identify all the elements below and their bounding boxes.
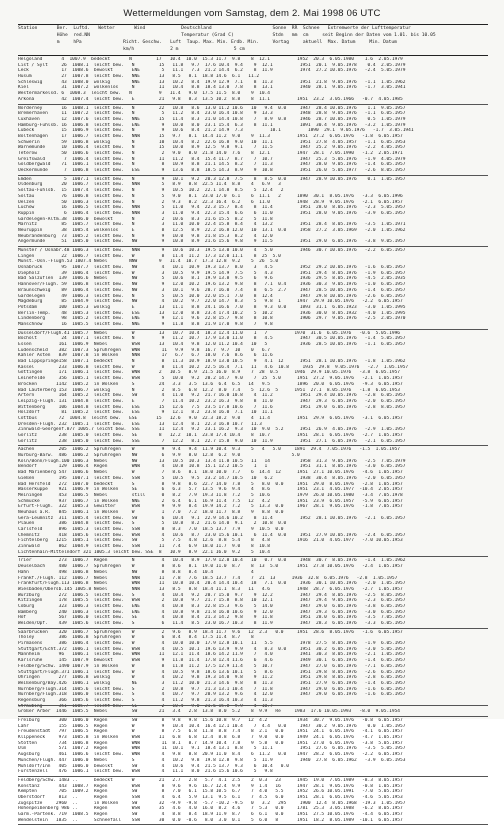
station-row: Osnabrück 95 1007.7 leicht bew. NW 4 10.1 10.9 19.3 13.7 8.0 3 4.5 1952 29.2 10.05.1976 -1.6 6.05.1957 xyxy=(18,265,406,271)
station-row: Kahler Asten 839 1007.8 in Wolken NNW 17 6.7 6.7 10.0 7.6 8.6 6 11.6 xyxy=(18,353,273,359)
station-row: Nürnberg/Flugh.318 1006.0 leicht bew. S 4 10.7 9.7 20.9 13.2 9.6 4 12.0 1947 29.0 6.05.1976 -1.6 6.05.1957 xyxy=(18,692,406,698)
station-row: Mannheim 96 1006.1 leicht bew. WNW 11 12.1 11.4 18.6 14.2 11.9 7 4.0 1941 30.3 8.05.1976 -2.1 1.05.1957 xyxy=(18,652,406,658)
station-row: Chemnitz 418 1005.6 leicht bew. WSW 4 10.6 8.7 23.0 15.6 10.1 6 11.4 0.0 1951 27.9 10.05.1976 -2.4 6.05.1957 xyxy=(18,532,406,538)
station-row: Öhringen 277 1006.8 wolkig W 4 10.2 9.8 19.3 14.0 9.8 9 11.2 1951 29.8 8.05.1976 -2.8 6.05.1957 xyxy=(18,675,406,681)
station-row: Düsseldorf/Flugh.41 1005.7 Nebel W 13 10.7 10.4 18.3 12.4 11.0 1 7 1970 31.6 6.05.1976 -0.6 5.05.1996 xyxy=(18,330,401,336)
station-row: Westermarkelsd. 6 1008.3 leicht bew. N 9 11.4 9.0 17.5 11.5 8.0 9 10.4 xyxy=(18,91,270,97)
station-row: Nürburg-Barw. 486 1006.2 Sprühregen NW 6 9.9 8.0 12.8 6.2 9.0 5.0 xyxy=(18,453,300,459)
station-row: Plauen 386 1004.8 leicht bew. S 5 10.8 8.2 21.6 14.0 9.1 2 10.8 0.0 xyxy=(18,521,287,527)
station-row: Feldberg/Schw. 1483 .. bedeckt W 21 2.7 2.8 5.7 4.1 2.5 2 0.3 23 1945 19.0 7.05.1989 -8.3 8.05.1957 xyxy=(18,777,403,783)
station-row: Garm.-Partenk. 719 1008.5 Regen SW 4 8.8 8.4 18.9 11.9 8.7 6 6.1 0.0 1951 27.5 10.05.1976 -4.4 6.05.1957 xyxy=(18,812,403,817)
station-row: Regensburg 366 1005.6 leicht bew. S 4 11.2 9.8 21.3 16.4 10.3 4 11.3 xyxy=(18,697,273,703)
station-group xyxy=(18,629,488,717)
station-row: Görlitz 238 1005.0 leicht bew. SSE 7 12.2 8.1 22.7 15.8 9.0 10 11.9 1951 27.1 6.05.1976 -2.1 6.05.1957 xyxy=(18,438,406,444)
station-row: Oldenburg 20 1006.7 leicht bew. NNW 5 8.9 8.8 22.5 11.4 8.8 4 6.9 3 xyxy=(18,182,281,188)
station-row: Hohenpeißenberg 986 .. Regen WSW 35 4.6 4.0 16.0 8.2 4.6 7 5.3 0.0 1781 25.3 3.05.1988 -6.2 8.05.1957 xyxy=(18,806,403,812)
station-row: Trier 273 1006.7 Regen N 4 10.4 8.9 17.9 12.8 10.4 10 0.7 0.0 1948 30.7 8.05.1976 -1.4 1.05.1962 xyxy=(18,558,406,564)
station-group xyxy=(18,446,488,557)
station-row: Hamburg-Fuhlsb. 16 1006.8 leicht bew. ENE 9 10.0 8.0 23.1 15.4 6.3 8 11.1 1891 30.4 9.05.1976 -3.2 1.05.1979 xyxy=(18,122,406,128)
station-row: Boltenhagen 17 1006.7 leicht bew. NNW 15 9.7 8.1 14.4 11.2 9.0 9 11.3 1951 27.2 6.05.1976 -1.8 6.05.1957 xyxy=(18,133,403,139)
station-row: Lahr 155 1006.5 Regen W 9 10.4 10.4 16.4 12.1 10.4 7 4.4 0.0 1947 30.2 9.05.1976 0.0 1.05.1957 xyxy=(18,723,406,729)
station-row: Kempten 705 1009.2 Regen SW 8 7.0 6.1 15.8 10.5 6.7 7 4.0 5.5 1952 26.6 10.05.1991 -7.0 5.05.1957 xyxy=(18,789,403,795)
station-row: Zinnwald-Georgenf.877 1005.7 leicht bew. SSE 11 12.4 9.2 23.1 16.2 9.3 10 9.0 5.2 1951 26.9 4.05.1976 -2.9 1.05.1957 xyxy=(18,427,406,433)
station-row: Lingen 22 1006.7 leicht bew. W 8 11.4 11.2 17.3 12.0 11.1 8 25 5.0 xyxy=(18,253,281,259)
station-group xyxy=(18,56,488,105)
station-row: München/Flugh. 447 1006.0 Nebel S 4 10.2 9.8 19.8 12.8 9.8 5 11.9 1940 27.8 6.05.1962 -3.9 6.05.1953 xyxy=(18,757,406,763)
station-row: Neuhaus a.R. 845 1006.1 in Wolken W 1 7.0 7.2 18.0 11.7 8.8 9 8.8 0.0 xyxy=(18,509,284,515)
station-row: Neubrandenburg 73 1005.2 leicht bew. N 9 10.0 9.8 21.8 15.3 8.2 4 12.0 xyxy=(18,233,273,239)
station-row: Hahn 498 1006.8 Nebel NW 8 8.8 8.4 10.4 4 xyxy=(18,569,254,575)
station-row: Leck 17 1008.6 bewölkt ENE 5 11.1 7.3 21.2 14.4 6.2 8 11.9 1974 27.2 10.05.1976 -2.4 5.05.1979 xyxy=(18,68,406,74)
station-row: Frankfurt/Flugh.113 1006.8 Nebel WNW 11 10.8 10.4 20.4 14.4 10.4 18 7.1 0.0 1936 30.1 10.05.1976 -2.0 1.05.1957 xyxy=(18,581,406,587)
station-row: Lüdenscheid 382 1007.3 Sprühregen WNW 11 9.9 9.8 16.7 9.7 10 0 6.7 xyxy=(18,347,270,353)
station-row: Mühldorf/Inn 405 1006.0 bewölkt SW 4 10.6 9.4 21.5 13.7 9.3 6 10.4 0.0 xyxy=(18,763,289,769)
station-row: Schwerin 59 1006.8 wolkig N 10 10.4 8.2 22.6 16.8 9.0 10 11.1 1951 27.8 4.05.1957 -1.1 6.05.1953 xyxy=(18,139,406,145)
station-row: Lübeck 15 1006.9 leicht bew. N 9 10.6 8.4 21.2 14.9 7.3 10.1 1890 29.1 9.05.1976 -1.7 3.05.1941 xyxy=(18,128,414,134)
station-row: Augsburg 461 1006.6 leicht bew. WNW 4 9.8 8.8 20.9 11.0 8.4 6 11.2 0.0 1947 28.2 6.05.1976 -2.2 6.05.1957 xyxy=(18,752,403,758)
station-row: Soltau-Fuhlsb. 15 1007.4 leicht bew. N 9 10.5 10.2 22.1 14.8 8.5 5 12.4 2 xyxy=(18,188,284,194)
station-row: Münst.-Osn.-Flugh.53 1007.4 Nebel NNW 9 11.4 10.7 17.3 12.8 9.2 5 26 5.0 xyxy=(18,259,279,265)
station-row: Zugspitze 2960 .. in Wolken SW 32 -9.9 -9.8 -5.7 -10.2 -9.5 0 3.2 295 1900 12.4 8.05.1968 -19.3 1.05.1957 xyxy=(18,800,406,806)
station-row: Kiel 31 1007.2 wolkenlos N 11 10.4 8.8 18.4 13.0 7.8 8 13.1 1940 28.1 9.05.1976 -1.7 3.05.1941 xyxy=(18,85,406,91)
station-row: Pirmasens 386 1006.4 leicht bew. W 4 10.0 10.0 17.9 12.8 10.1 11 5.5 1978 27.5 8.05.1976 -1.9 6.05.1957 xyxy=(18,641,406,647)
station-row: Gießen 195 1007.1 leicht bew. SSW 5 10.5 9.5 23.2 14.7 10.5 10 6.2 1938 30.4 8.05.1976 -2.0 6.05.1957 xyxy=(18,475,406,481)
station-row: Uelzen 50 1006.3 leicht bew. N 2 9.3 8.2 22.3 16.4 6.2 6 11.0 1948 28.9 9.05.1976 -2.1 6.05.1957 xyxy=(18,199,403,205)
station-row: Dresden-Flugh. 232 1005.1 leicht bew. ESE 13 12.4 8.1 22.3 16.8 10.7 11.3 xyxy=(18,421,262,427)
station-row: Oberstdorf 813 .. Regen SSW 4 6.4 5.9 13.1 9.5 6.1 7 4.5 6.0 1951 28.1 6.05.1976 -4.6 5.05.1953 xyxy=(18,794,403,800)
station-row: Hannover/Flugh. 59 1006.8 leicht bew. NW 9 12.0 10.2 19.6 13.2 9.8 8 7.1 0.4 1936 30.3 9.05.1976 -1.0 6.05.1957 xyxy=(18,282,406,288)
station-row: Norderney 16 1008.1 leicht bew. N 22 10.8 8.6 13.0 11.2 10.6 10 9.4 0.0 1947 28.4 10.05.1976 1.1 9.05.1957 xyxy=(18,105,406,111)
station-row: Bendorf 129 1006.4 Regen WNW 4 10.8 10.8 15.1 12.2 10.5 1 1 1951 31.1 8.05.1976 -3.0 6.05.1957 xyxy=(18,464,406,470)
header-line-2: Höhe red.NN Temperatur (Grad C) Stdn mm cm seit Beginn der Daten vom 1.01. bis 10.05 xyxy=(18,33,436,38)
station-row: Freudenstadt 797 1006.5 Regen W 8 7.5 6.8 11.8 8.8 7.4 8 2.1 0.0 1951 24.1 6.05.1976 -4.1 6.05.1957 xyxy=(18,729,403,735)
station-row: Neuruppin 38 1005.4 wolkenlos E 8 12.5 8.9 22.2 16.8 12.0 10 13.1 0.0 1958 27.2 3.05.1969 -2.0 1.05.1962 xyxy=(18,227,406,233)
station-row: Wasserkuppe 921 1006.9 in Wolken SE 6 6.3 5.7 13.5 9.6 9.4 4 8.6 1951 23.1 4.05.1977 -10.4 2.05.1957 xyxy=(18,487,403,493)
station-row: Ueckermünde 7 1006.8 leicht bew. ESE 9 13.6 8.8 18.5 14.3 8.9 9 10.8 1951 26.0 5.05.1977 -2.6 8.05.1957 xyxy=(18,168,406,174)
station-row: Coburg 323 1006.3 leicht bew. ENE 4 10.8 8.3 22.8 15.3 9.6 5 14.0 1947 29.0 6.05.1976 -3.8 6.05.1957 xyxy=(18,603,406,609)
station-row: Klippeneck 973 1005.8 in Wolken WSW 11 6.8 6.8 12.4 8.8 6.8 7 9.0 0.0 1949 24.1 6.05.1976 -4.7 1.05.1957 xyxy=(18,735,403,741)
station-row: Lichtenhain-Mittelndorf 321 1005.3 leicht bew. SSE 8 10.9 8.9 22.1 16.0 9.2 5 10.4 xyxy=(18,549,270,555)
station-row: Ulm 571 1007.2 Regen WNW 11 10.1 9.1 18.4 13.1 8.8 5 11.1 1951 27.6 6.05.1976 -3.5 5.05.1957 xyxy=(18,746,406,752)
station-row: Hof 567 1006.0 leicht bew. SE 4 10.8 8.4 21.3 14.2 9.8 9 11.8 1951 28.0 6.05.1976 -3.5 7.05.1957 xyxy=(18,615,406,621)
table-bottom-rule xyxy=(18,705,488,706)
station-row: Zinnwald 862 1004.9 leicht bew. SSW 11 7.4 6.9 18.0 11.7 9.0 8 10.8 xyxy=(18,544,270,550)
station-row: Bad Hersfeld 272 1007.0 bedeckt S 8 9.8 8.6 22.7 14.0 7.8 5 8.0 0.0 1951 29.0 8.05.1976 -2.8 1.05.1957 xyxy=(18,481,403,487)
station-row: Erfurt-Flugh. 322 1005.3 Gewitter WSW 9 9.9 8.4 19.9 14.2 7.2 5 13.3 0.0 1967 28.1 9.05.1976 -1.8 7.05.1957 xyxy=(18,504,403,510)
station-row: Fichtelberg 1215 1005.1 leicht bew. SW 5 7.5 4.8 12.6 8.8 5.4 8 4.8 1916 21.0 4.05.1977 -7.0 10.05.1953 xyxy=(18,538,403,544)
station-row: Kassel 233 1006.8 leicht bew. W 8 11.4 10.2 22.5 16.4 7.1 11 4.6 10.8 1935 29.8 9.05.1976 -2.7 1.05.1957 xyxy=(18,364,409,370)
station-row: Konstanz 443 1008.7 Regen WSW 8 9.6 9.6 16.7 12.4 9.9 9 1.4 16 1947 28.1 9.05.1976 -0.8 1.05.1957 xyxy=(18,783,403,789)
station-row: Helgoland 4 1007.9 bedeckt N 17 10.4 10.0 15.3 11.7 9.8 8 12.1 1952 20.3 6.05.1980 1.6 2.05.1979 xyxy=(18,57,403,62)
station-group xyxy=(18,105,488,176)
station-row: Aachen 205 1006.2 Sprühregen W 9 9.4 9.4 11.9 10.4 9.3 5 4 5.0 1891 29.4 7.05.1976 -1.5 1.05.1957 xyxy=(18,447,401,453)
station-row: Großer Arber 1446 1005.5 Nebel SW 21 3.4 2.8 13.8 8.0 5.2 8 9.9 Re 1983 17.6 10.05.1993 -8.0 9.05.1954 xyxy=(18,709,401,715)
station-group xyxy=(18,717,488,777)
station-row: Emden 5 1007.1 leicht bew. N 9 10.1 9.2 20.3 12.8 7.5 8 8.5 0.0 1947 28.9 10.05.1976 0.1 1.05.1957 xyxy=(18,176,406,182)
station-row: Artern 164 1005.2 leicht bew. SW 4 11.0 9.2 21.7 16.0 10.8 4 11.2 1951 29.4 10.05.1976 -2.8 6.05.1957 xyxy=(18,393,406,399)
station-row: Gera-Leumnitz 311 1005.4 leicht bew. SW 6 10.4 9.1 22.9 14.6 10.2 8 11.4 1952 28.1 10.05.1976 -2.1 6.05.1957 xyxy=(18,515,406,521)
station-row: Tholey 386 1006.8 Sprühregen W 6 8.4 8.4 17.5 11.4 8.7 8 xyxy=(18,635,254,641)
station-row: Frankf./Flugh. 112 1006.7 Nebel NNW 11 7.8 7.6 18.5 13.7 7.4 7 21 13 1936 32.8 6.05.1976 -2.8 1.05.1957 xyxy=(18,575,398,581)
station-row: Cuxhaven 12 1007.6 leicht bew. NNE 15 11.4 8.3 21.0 14.4 10.8 7 8.9 0.8 1946 28.7 10.05.1976 0.5 1.05.1979 xyxy=(18,116,406,122)
station-row: Arkona 42 1007.4 leicht bew. E 21 9.8 8.3 13.5 10.2 8.8 8 11.1 1951 23.2 3.05.1966 -0.7 4.05.1985 xyxy=(18,96,403,102)
station-row: Göttingen 171 1006.1 leicht bew. WNW 2 10.5 8.9 21.5 16.0 8.9 7 28 0.5 1946 29.9 10.05.1976 -3.8 6.05.1957 xyxy=(18,370,401,376)
station-row: Greifswald 7 1006.4 leicht bew. N 11 11.2 8.4 15.4 11.7 8.7 7 10.7 1947 25.3 5.05.1976 -1.9 4.05.1979 xyxy=(18,156,406,162)
station-row: Bad Lippspringe158 1007.1 bedeckt N 8 11.3 10.9 18.9 13.0 10.5 9 4.1 12 1951 28.1 10.05.1976 -1.8 1.05.1962 xyxy=(18,359,406,365)
station-row: Essen 161 1006.9 Nebel WSW 13 10.4 9.8 12.0 11.2 10.4 10 5 1936 28.5 10.05.1976 -1.1 6.05.1957 xyxy=(18,342,406,347)
header-line-3: m hPa Richt. Geschw. Luft Taup. Max. Min. Erdb. Min. Vortag aktuell Max. Datum Min. Datum xyxy=(18,40,397,45)
station-row: Bad Lauterberg 153 1006.7 wolkig N 2 8.5 6.8 12.2 8.0 7.4 5 12.6 5 1951 27.1 8.05.1976 -1.8 6.05.1953 xyxy=(18,387,401,393)
station-row: Bad Marienberg 547 1006.6 Nebel W 7 8.6 8.1 18.0 10.0 7.7 6 14.4 12 1951 27.1 10.05.1976 -4.6 1.05.1957 xyxy=(18,470,403,476)
station-row: Carlsfeld 896 1005.3 leicht bew. SSW 8 8.3 7.0 18.5 13.7 7.9 9 10.5 0.0 xyxy=(18,527,284,532)
station-row: Teterow 50 1006.6 leicht bew. N 2 9.0 8.0 21.8 14.0 7.6 8 12.1 1947 28.1 7.05.1990 -1.2 2.05.1971 xyxy=(18,151,403,156)
station-row: Bad Salzuflen 139 1006.6 Nebel NW 5 10.6 8.1 19.9 13.8 9.5 6 9.6 1936 29.5 8.05.1976 -4.5 2.05.1935 xyxy=(18,276,406,282)
station-row: Meiningen 453 1006.5 Nebel still 0 8.2 7.9 19.3 11.8 7.2 5 10.6 1979 26.0 10.05.1980 -3.4 7.05.1978 xyxy=(18,492,403,498)
station-row: Ruppin 6 1006.4 leicht bew. NNW 3 11.0 9.4 22.3 15.4 6.6 6 11.0 1951 28.0 9.05.1976 -3.9 6.05.1957 xyxy=(18,210,406,216)
station-row: Deuselbach 480 1006.7 Sprühregen W 8 8.6 8.1 19.0 11.0 8.7 8 13 5.0 1951 27.8 10.05.1976 -2.4 1.05.1957 xyxy=(18,564,403,570)
station-row: Fürstenzell 476 1006.1 leicht bew. WSW 4 11.1 8.0 21.6 15.6 10.6 5 9.8 xyxy=(18,769,273,775)
header-line-4: km/h 2 m 5 cm xyxy=(18,47,245,52)
station-row: Bamberg 240 1006.3 leicht bew. ENE 4 10.8 9.8 21.8 16.0 10.6 9 12.0 1947 29.3 6.05.1976 -3.0 6.05.1957 xyxy=(18,609,406,615)
weather-table xyxy=(18,56,488,825)
station-row: Stuttgart/Flugh.371 1006.1 leicht bew. W 4 10.5 9.8 18.6 13.6 10.1 5 8.6 1951 29.8 8.05.1976 -2.6 6.05.1957 xyxy=(18,669,406,675)
station-row: Braunschweig 89 1006.4 leicht bew. NW 3 10.1 9.6 20.7 16.0 7.4 8 6.5 2.7 1947 28.5 10.05.1976 -1.4 6.05.1957 xyxy=(18,287,406,293)
station-row: Görlitz 238 1005.0 leicht bew. SE 8 12.2 10.1 23.8 17.4 10.4 8 10.7 1951 28.1 6.05.1976 -2.7 1.05.1957 xyxy=(18,433,403,438)
station-row: Potsdam 100 1005.3 wolkig E 13 11.1 8.8 24.1 16.6 7.0 8 9.3 0.0 1893 31.1 6.05.1923 -3.0 1.05.1995 xyxy=(18,304,406,310)
station-row: Diepholz 39 1006.4 leicht bew. W 3 10.5 9.9 19.5 14.9 7.5 5 4.3 1951 29.4 8.05.1976 -1.9 6.05.1957 xyxy=(18,270,406,276)
station-row: Kitzingen 178 1005.5 leicht bew. WSW 2 10.8 9.7 21.7 15.8 8.8 10 12.1 1947 29.4 9.05.1976 -2.3 6.05.1957 xyxy=(18,598,406,604)
station-row: Lüchow 16 1006.5 leicht bew. NNW 5 11.0 9.4 22.3 15.7 8.4 8 11.4 1951 28.0 8.05.1976 -2.3 5.05.1957 xyxy=(18,205,406,211)
station-row: Leinefelde 356 1005.1 leicht bew. WSW 5 10.0 9.2 20.2 14.7 9.0 7 25 5.0 1951 27.2 9.05.1976 -2.1 1.05.1957 xyxy=(18,376,403,382)
table-header xyxy=(18,24,488,56)
station-row: Magdeburg 85 1004.9 leicht bew. NW 4 10.2 9.7 22.0 14.7 8.3 5 9.8 1 1947 29.9 10.05.1976 -2.2 6.05.1957 xyxy=(18,299,403,305)
station-row: Soltau 76 1006.8 leicht bew. N 5 9.0 8.1 23.0 17.0 6.1 6 11.1 2 1890 30.1 8.05.1976 -3.3 6.05.1996 xyxy=(18,193,403,199)
station-row: Freiburg 300 1006.0 Regen SW 8 9.8 9.8 15.6 10.8 9.7 12 4.2 1934 30.7 9.05.1976 -0.8 6.05.1957 xyxy=(18,718,403,723)
station-row: Weiden/Opf. 439 1005.6 leicht bew. S 6 11.4 8.5 23.0 16.7 10.3 8 11.9 1947 28.3 6.05.1976 -3.3 6.05.1957 xyxy=(18,621,406,626)
station-row: Würzburg 272 1006.5 leicht bew. S 4 10.4 9.2 20.7 15.0 9.7 9 12.2 1947 29.4 8.05.1976 -2.5 8.05.1957 xyxy=(18,592,406,598)
page-title: Wettermeldungen vom Samstag, dem 2. Mai 1998 06 UTC xyxy=(123,8,381,19)
station-row: Wendelstein 1835 .. Schneefall SSW 30 0.0 -0.6 8.0 3.0 0.1 5 6.0 8 1951 18.2 8.05.1989 -10.1 6.05.1957 xyxy=(18,817,403,823)
station-group xyxy=(18,557,488,628)
station-row: Schleswig 43 1008.0 wolkig NNE 13 10.2 8.4 19.9 12.9 7.1 8 11.3 1951 21.8 9.05.1976 -1.1 1.05.1962 xyxy=(18,79,406,85)
station-row: Berlin-Temp. 48 1005.3 leicht bew. ESE 13 12.0 8.8 23.4 17.4 10.2 5 10.2 1936 30.0 8.05.1932 -4.0 1.05.1995 xyxy=(18,310,406,316)
station-group xyxy=(18,777,488,825)
station-row: Warnemünde 10 1006.4 leicht bew. N 15 10.0 8.9 12.5 9.8 9.1 7 11.5 1947 25.2 9.05.1976 -2.2 4.05.1957 xyxy=(18,145,406,151)
station-row: Nürnberg/Flugh.314 1005.6 leicht bew. S 2 10.8 9.7 21.3 13.1 10.4 7 11.8 1947 29.0 6.05.1976 -1.6 6.05.1957 xyxy=(18,686,406,692)
station-row: Husum 27 1007.8 leicht bew. NNE 13 8.5 8.1 18.8 14.6 6.1 11.2 xyxy=(18,74,260,80)
station-row: Wiesbaden/Obersb.145 1005.8 Nebel NNW 13 8.5 8.8 18.4 11.1 8.3 11 4.6 1948 28.7 6.05.1976 -2.7 1.05.1957 xyxy=(18,586,403,592)
station-row: Brocken 1142 1005.2 in Wolken S 24 3.3 3.5 13.6 6.4 6.5 14 9.5 1896 20.0 6.05.1976 -9.3 6.05.1957 xyxy=(18,381,403,387)
station-row: List / Sylt 26 1008.1 leicht bew. N 15 11.8 9.7 17.6 10.4 9.4 9 12.1 1951 20.1 9.05.1978 0.4 2.05.1979 xyxy=(18,62,406,68)
station-row: Wittenberg 106 1004.8 leicht bew. ESE 15 12.6 7.5 23.5 17.8 10.6 7 11.6 1951 29.0 6.05.1976 -2.8 8.05.1957 xyxy=(18,404,406,410)
station-row: Straubing 351 1005.7 leicht bew. SE 2 10.4 9.0 21.6 15.8 9.9 4 10.7 xyxy=(18,703,273,709)
station-row: Lindenberg 98 1005.2 leicht bew. ENE 9 12.1 9.6 22.8 15.7 9.8 8 10.8 1906 29.7 9.05.1976 -2.5 2.05.1970 xyxy=(18,316,406,322)
station-row: Bremerhaven 11 1007.2 leicht bew. N 5 11.2 8.4 23.0 16.4 10.8 9 13.3 1948 28.8 9.05.1976 -1.1 6.05.1957 xyxy=(18,111,406,117)
station-row: Manschnow 16 1005.5 leicht bew. NNE 9 11.8 8.8 21.9 17.0 9.8 7 9.8 xyxy=(18,321,273,327)
station-row: Saarbrücken 320 1006.7 Sprühregen W 2 9.6 8.9 18.4 11.7 9.6 12 2.3 0.0 1951 28.6 8.05.1976 -1.6 6.05.1957 xyxy=(18,629,403,635)
station-group xyxy=(18,176,488,247)
station-row: Münster / Osnabr.48 1006.3 leicht bew. NNW 9 10.6 10.3 19.5 13.0 10.0 4 5.0 1946 30.7 10.05.1976 -2.2 6.05.1957 xyxy=(18,248,406,253)
station-group xyxy=(18,247,488,330)
station-row: Marnitz 85 1005.7 leicht bew. N 3 11.0 10.0 22.4 15.8 8.4 4 13.2 1951 28.4 8.05.1976 -3.5 1.05.1971 xyxy=(18,222,406,228)
station-row: Stötten 734 1006.8 Regen WNW 11 8.1 8.7 14.9 10.4 7.8 9 5.8 0.0 1951 27.0 6.05.1976 -3.8 5.05.1957 xyxy=(18,740,403,746)
station-row: Angermünde 51 1005.0 leicht bew. NW 9 10.8 8.9 21.6 15.6 9.8 9 11.5 1951 29.0 6.05.1976 -3.8 9.05.1957 xyxy=(18,239,406,245)
station-row: Köln/Bonn/Flugh.100 1006.3 Nebel NW 13 10.5 10.3 13.4 11.8 10.5 11 14 1958 31.3 9.05.1976 -2.5 7.05.1979 xyxy=(18,458,406,464)
station-row: Stuttgart/Echt.372 1006.1 leicht bew. WSW 4 10.5 10.1 19.6 13.9 9.9 4 8.3 0.0 1951 30.2 6.05.1976 -3.0 5.05.1957 xyxy=(18,646,406,652)
station-row: Gardelegen-Altm.38 1006.0 bewölkt N 2 10.6 8.3 21.6 15.5 8.2 5 11.8 xyxy=(18,216,273,222)
station-row: Weißenburg/Bay.426 1006.1 wolkig NE 3 11.2 10.0 21.3 14.6 9.8 8 11.3 1951 27.9 6.05.1976 -1.4 6.05.1957 xyxy=(18,680,406,686)
station-row: Bocholt 24 1007.1 leicht bew. N 9 11.2 10.7 17.9 13.0 11.0 8 4.5 1947 30.5 10.05.1976 -1.4 5.05.1957 xyxy=(18,336,406,342)
station-row: Leipzig-Flugh. 131 1004.8 leicht bew. E 7 11.4 10.2 23.2 16.3 9.8 8 11.0 1947 29.3 6.05.1976 -2.0 6.05.1957 xyxy=(18,398,406,404)
station-row: Karlsruhe 145 1007.9 bewölkt WSW 9 11.8 11.4 17.8 12.4 11.6 6 4.6 1949 30.1 6.05.1976 -1.4 6.05.1957 xyxy=(18,658,406,664)
station-row: Schmücke 937 1006.7 in Wolken NNE 2 6.4 6.1 16.9 11.4 7.5 12 4.2 1951 23.9 6.05.1957 -5.9 6.05.1957 xyxy=(18,498,403,504)
station-row: Feldberg/Schw. 1490 1007.9 in Wolken W 8 11.8 11.2 17.5 12.9 11.4 5 10.7 1947 27.0 6.05.1976 -7.1 6.05.1957 xyxy=(18,663,406,669)
header-line-1: Station Ber. Luftd. Wetter Wind Deutschland Sonne RR Schnee Extremwerte der Lufttemperatur xyxy=(18,26,411,31)
station-row: Cottbus 72 1004.8 leicht bew. ESE 15 12.6 9.0 22.3 18.2 9.0 4 11.4 1951 29.9 6.05.1976 -3.1 6.05.1957 xyxy=(18,415,403,421)
station-row: Goldbergwald 71 1006.1 leicht bew. N 8 10.9 8.8 21.1 14.5 8.2 7 11.3 1947 28.0 9.05.1976 -1.4 6.05.1957 xyxy=(18,162,406,168)
station-group xyxy=(18,330,488,447)
station-row: Gardelegen 49 1006.3 leicht bew. N 5 10.5 10.0 22.0 15.1 7.0 8 12.4 1947 29.8 10.05.1976 -2.6 6.05.1957 xyxy=(18,293,406,299)
station-row: Holzdorf 81 1005.2 leicht bew. ESE 9 12.1 8.2 23.8 16.0 7.1 10 11.1 xyxy=(18,410,273,416)
